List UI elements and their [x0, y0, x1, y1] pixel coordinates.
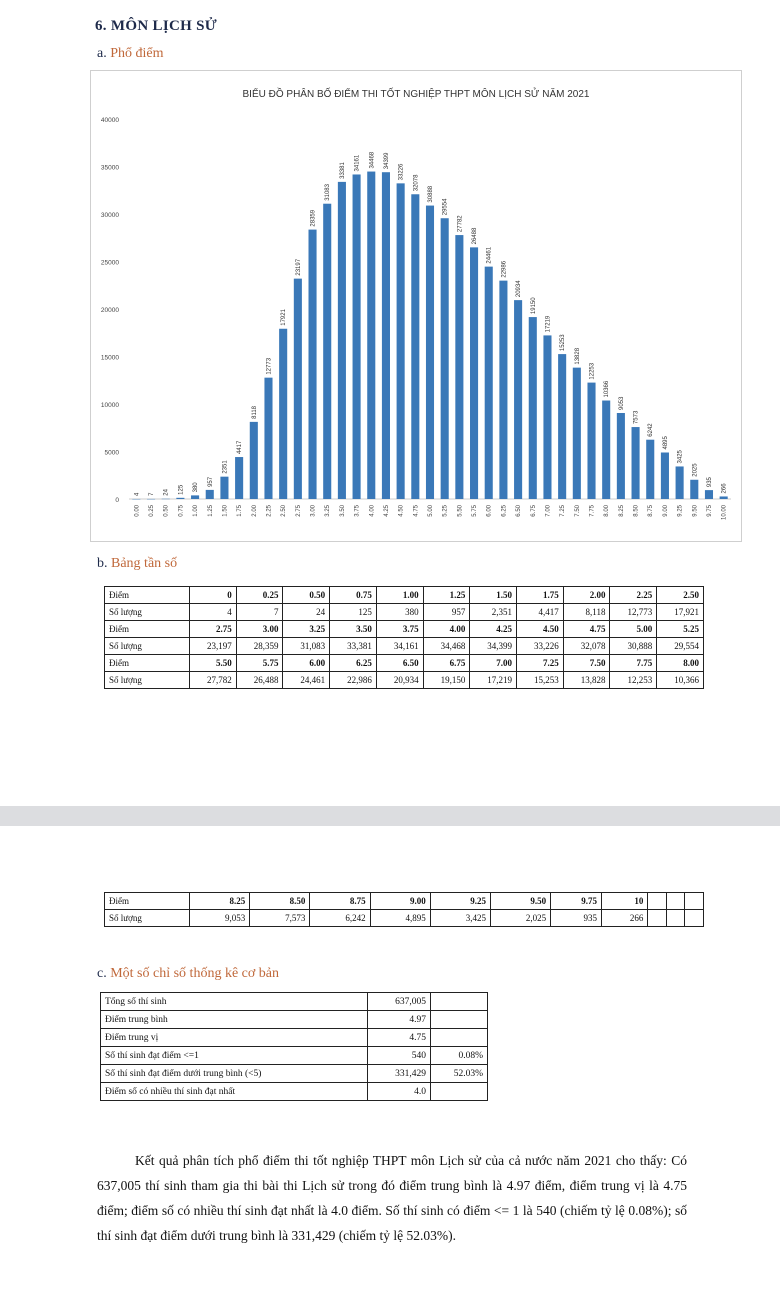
table-cell-point: 7.00	[470, 655, 517, 672]
row-label: Số lượng	[105, 910, 190, 927]
table-cell-count: 15,253	[517, 672, 564, 689]
data-label: 29554	[442, 198, 449, 216]
table-cell-point: 1.25	[423, 587, 470, 604]
row-label: Điểm	[105, 893, 190, 910]
table-row-counts	[105, 638, 704, 655]
bar-3.50	[338, 182, 346, 499]
table-cell-count: 12,253	[610, 672, 657, 689]
table-cell-point	[666, 893, 685, 910]
table-row-points	[105, 893, 704, 910]
data-label: 32078	[413, 174, 420, 192]
data-label: 3425	[677, 450, 684, 464]
x-tick-label: 3.25	[325, 505, 332, 517]
table-cell-count: 9,053	[190, 910, 250, 927]
stat-name: Tổng số thí sinh	[101, 993, 368, 1011]
data-label: 33381	[339, 162, 346, 179]
x-tick-label: 0.75	[178, 505, 185, 517]
y-tick-label: 25000	[100, 259, 119, 267]
table-cell-point: 5.25	[657, 621, 704, 638]
x-tick-label: 5.75	[472, 505, 479, 517]
table-cell-point: 1.50	[470, 587, 517, 604]
x-tick-label: 7.75	[589, 505, 596, 517]
table-cell-count: 380	[376, 604, 423, 621]
stat-value: 4.75	[368, 1029, 431, 1047]
table-cell-count: 28,359	[236, 638, 283, 655]
table-cell-point: 9.00	[370, 893, 430, 910]
table-row	[101, 993, 488, 1011]
table-cell-point: 9.75	[551, 893, 602, 910]
table-cell-count	[685, 910, 704, 927]
x-tick-label: 7.50	[574, 505, 581, 517]
x-tick-label: 5.50	[457, 505, 464, 517]
bar-5.25	[441, 218, 449, 499]
table-cell-point: 5.00	[610, 621, 657, 638]
data-label: 12773	[266, 357, 273, 375]
y-tick-label: 10000	[100, 402, 119, 409]
table-cell-point: 6.00	[283, 655, 330, 672]
x-tick-label: 9.75	[706, 505, 713, 517]
table-cell-point: 1.75	[517, 587, 564, 604]
bar-3.25	[323, 204, 331, 499]
data-label: 2351	[222, 460, 229, 474]
x-tick-label: 2.25	[266, 505, 273, 517]
table-cell-count: 17,921	[657, 604, 704, 621]
table-cell-point: 2.50	[657, 587, 704, 604]
bar-3.75	[353, 174, 361, 499]
x-tick-label: 8.25	[618, 505, 625, 517]
data-label: 266	[721, 483, 728, 494]
data-label: 2025	[692, 463, 699, 477]
data-label: 30888	[428, 185, 434, 203]
x-tick-label: 5.25	[442, 505, 449, 517]
table-cell-count: 266	[602, 910, 648, 927]
table-cell-count	[648, 910, 667, 927]
table-cell-point: 7.25	[517, 655, 564, 672]
summary-text: Kết quả phân tích phổ điểm thi tốt nghiệp THPT môn Lịch sử của cả nước năm 2021 cho thấy: Có 637,005 thí sinh tham gia thi bài thi Lịch sử trong đó điểm trung bình là 4.97 điểm, điểm trung vị là 4.75 điểm; điểm số có nhiều thí sinh đạt nhất là 4.0 điểm. Số thí sinh có điểm <= 1 là 540 (chiếm tỷ lệ 0.08%); số thí sinh đạt điểm dưới trung bình là 331,429 (chiếm tỷ lệ 52.03%).	[97, 1153, 687, 1243]
table-cell-count: 33,381	[330, 638, 377, 655]
table-row-points	[105, 655, 704, 672]
bar-4.00	[367, 172, 375, 499]
x-tick-label: 1.25	[207, 505, 214, 517]
table-row	[101, 1047, 488, 1065]
bar-0.75	[176, 498, 184, 499]
stat-name: Điểm trung bình	[101, 1011, 368, 1029]
bar-1.75	[235, 457, 243, 499]
data-label: 22986	[501, 260, 508, 278]
y-tick-label: 5000	[104, 449, 119, 457]
y-tick-label: 30000	[100, 212, 119, 219]
data-label: 8118	[251, 405, 258, 419]
part-c-title: Một số chỉ số thống kê cơ bản	[110, 966, 279, 981]
table-cell-count: 32,078	[563, 638, 610, 655]
table-cell-point: 6.50	[376, 655, 423, 672]
part-a-label: a.	[97, 46, 107, 61]
part-b-title: Bảng tần số	[111, 556, 178, 571]
table-cell-count: 34,399	[470, 638, 517, 655]
data-label: 4417	[237, 440, 244, 455]
table-cell-point: 4.00	[423, 621, 470, 638]
x-tick-label: 6.75	[530, 505, 537, 517]
row-label: Số lượng	[105, 604, 190, 621]
table-cell-count: 20,934	[376, 672, 423, 689]
data-label: 27782	[457, 215, 464, 233]
x-tick-label: 4.75	[413, 505, 420, 517]
table-cell-point: 8.25	[190, 893, 250, 910]
bar-3.00	[308, 230, 316, 499]
table-cell-point: 3.75	[376, 621, 423, 638]
summary-paragraph	[97, 1148, 687, 1248]
x-tick-label: 10.00	[721, 505, 728, 521]
x-tick-label: 6.25	[501, 505, 508, 517]
x-tick-label: 4.25	[383, 505, 390, 517]
table-cell-count: 3,425	[430, 910, 490, 927]
bar-8.00	[602, 401, 610, 499]
table-cell-count: 31,083	[283, 638, 330, 655]
statistics-table	[100, 992, 488, 1101]
bar-9.75	[705, 490, 713, 499]
document-page-2	[0, 826, 780, 1291]
data-label: 13828	[574, 347, 581, 365]
bar-1.50	[220, 477, 228, 499]
x-tick-label: 7.00	[545, 505, 552, 517]
x-tick-label: 3.00	[310, 505, 317, 517]
table-row-points	[105, 621, 704, 638]
bar-4.25	[382, 172, 390, 499]
table-cell-count: 22,986	[330, 672, 377, 689]
bar-2.50	[279, 329, 287, 499]
data-label: 4895	[662, 436, 669, 450]
bar-6.00	[485, 267, 493, 499]
table-cell-point: 2.00	[563, 587, 610, 604]
data-label: 957	[207, 476, 214, 487]
table-cell-count: 34,468	[423, 638, 470, 655]
table-cell-point	[648, 893, 667, 910]
bar-7.50	[573, 368, 581, 499]
data-label: 10366	[604, 380, 611, 398]
bar-4.50	[397, 183, 405, 499]
bar-9.00	[661, 452, 669, 499]
table-cell-count: 10,366	[657, 672, 704, 689]
data-label: 9053	[618, 396, 625, 410]
table-cell-count: 4,417	[517, 604, 564, 621]
table-row-points	[105, 587, 704, 604]
table-cell-point: 0	[190, 587, 237, 604]
table-cell-point: 4.25	[470, 621, 517, 638]
table-cell-count: 30,888	[610, 638, 657, 655]
x-tick-label: 7.25	[560, 505, 567, 517]
bar-7.75	[587, 383, 595, 499]
stat-percent	[431, 1083, 488, 1101]
stat-percent: 0.08%	[431, 1047, 488, 1065]
stat-name: Điểm số có nhiều thí sinh đạt nhất	[101, 1083, 368, 1101]
chart-title: BIỂU ĐỒ PHÂN BỐ ĐIỂM THI TỐT NGHIỆP THPT MÔN LỊCH SỬ NĂM 2021	[242, 89, 590, 100]
row-label: Điểm	[105, 621, 190, 638]
table-cell-point: 0.50	[283, 587, 330, 604]
table-row	[101, 1029, 488, 1047]
data-label: 23197	[295, 258, 302, 276]
table-cell-count: 125	[330, 604, 377, 621]
table-cell-point: 8.75	[310, 893, 370, 910]
y-tick-label: 35000	[100, 164, 119, 172]
table-cell-count: 7	[236, 604, 283, 621]
data-label: 33226	[398, 163, 405, 181]
table-cell-point: 6.25	[330, 655, 377, 672]
page-gap	[0, 806, 780, 826]
table-cell-count: 29,554	[657, 638, 704, 655]
stat-name: Điểm trung vị	[101, 1029, 368, 1047]
table-cell-point: 2.25	[610, 587, 657, 604]
x-tick-label: 4.50	[398, 505, 405, 517]
table-cell-count: 6,242	[310, 910, 370, 927]
table-cell-count: 2,351	[470, 604, 517, 621]
table-cell-point: 1.00	[376, 587, 423, 604]
data-label: 4	[134, 492, 141, 496]
x-tick-label: 8.00	[604, 505, 611, 517]
x-tick-label: 1.00	[193, 505, 200, 517]
x-tick-label: 6.50	[516, 505, 523, 517]
bar-9.25	[676, 466, 684, 499]
frequency-table-continued	[104, 892, 704, 927]
data-label: 17921	[281, 309, 288, 326]
part-c-heading	[97, 966, 279, 982]
table-cell-count: 24	[283, 604, 330, 621]
x-tick-label: 1.50	[222, 505, 229, 517]
row-label: Số lượng	[105, 638, 190, 655]
data-label: 19150	[530, 297, 537, 315]
table-row	[101, 1083, 488, 1101]
table-row	[101, 1011, 488, 1029]
table-cell-count: 33,226	[517, 638, 564, 655]
bar-9.50	[690, 480, 698, 499]
data-label: 28359	[310, 209, 317, 227]
bar-8.25	[617, 413, 625, 499]
data-label: 24	[163, 489, 170, 496]
part-b-heading	[97, 556, 177, 572]
data-label: 7	[149, 492, 156, 496]
x-tick-label: 0.50	[163, 505, 170, 517]
bar-4.75	[411, 194, 419, 499]
bar-7.00	[543, 335, 551, 499]
bar-7.25	[558, 354, 566, 499]
x-tick-label: 9.25	[677, 505, 684, 517]
table-cell-count: 17,219	[470, 672, 517, 689]
table-cell-count: 13,828	[563, 672, 610, 689]
x-tick-label: 2.50	[281, 505, 288, 517]
data-label: 12253	[589, 362, 596, 380]
table-row-counts	[105, 672, 704, 689]
data-label: 20934	[516, 280, 523, 298]
table-cell-point: 8.50	[250, 893, 310, 910]
bar-10.00	[720, 496, 728, 499]
table-cell-point: 10	[602, 893, 648, 910]
table-cell-point: 4.75	[563, 621, 610, 638]
table-row-counts	[105, 910, 704, 927]
x-tick-label: 0.00	[134, 505, 141, 517]
part-b-label: b.	[97, 556, 108, 571]
table-cell-count: 34,161	[376, 638, 423, 655]
table-cell-point: 3.00	[236, 621, 283, 638]
data-label: 34399	[383, 152, 390, 170]
table-cell-point: 9.50	[490, 893, 550, 910]
bar-6.50	[514, 300, 522, 499]
part-a-heading	[97, 46, 164, 62]
row-label: Số lượng	[105, 672, 190, 689]
x-tick-label: 6.00	[486, 505, 493, 517]
bar-5.00	[426, 206, 434, 499]
stat-percent	[431, 993, 488, 1011]
table-cell-count: 23,197	[190, 638, 237, 655]
data-label: 34161	[354, 154, 361, 172]
table-cell-count: 19,150	[423, 672, 470, 689]
x-tick-label: 8.50	[633, 505, 640, 517]
frequency-table	[104, 586, 704, 689]
data-label: 7573	[633, 410, 640, 425]
bar-8.75	[646, 440, 654, 499]
chart-plot	[91, 71, 741, 541]
table-cell-count: 7,573	[250, 910, 310, 927]
table-cell-point: 9.25	[430, 893, 490, 910]
stat-name: Số thí sinh đạt điểm dưới trung bình (<5)	[101, 1065, 368, 1083]
bar-1.00	[191, 495, 199, 499]
table-cell-point: 0.75	[330, 587, 377, 604]
x-tick-label: 3.75	[354, 505, 361, 517]
data-label: 15253	[560, 334, 567, 352]
bar-6.25	[499, 281, 507, 499]
table-cell-count: 4,895	[370, 910, 430, 927]
stat-value: 637,005	[368, 993, 431, 1011]
table-cell-count: 12,773	[610, 604, 657, 621]
score-distribution-chart	[90, 70, 742, 542]
y-tick-label: 20000	[100, 307, 119, 314]
stat-percent	[431, 1029, 488, 1047]
row-label: Điểm	[105, 655, 190, 672]
table-cell-count: 957	[423, 604, 470, 621]
bar-2.25	[264, 378, 272, 499]
bar-8.50	[632, 427, 640, 499]
x-tick-label: 9.50	[692, 505, 699, 517]
table-cell-count	[666, 910, 685, 927]
data-label: 17219	[545, 315, 552, 333]
table-cell-count: 27,782	[190, 672, 237, 689]
table-cell-point: 4.50	[517, 621, 564, 638]
table-cell-count: 8,118	[563, 604, 610, 621]
x-tick-label: 1.75	[237, 505, 244, 517]
x-tick-label: 3.50	[339, 505, 346, 517]
table-cell-count: 4	[190, 604, 237, 621]
bar-1.25	[206, 490, 214, 499]
bar-2.00	[250, 422, 258, 499]
x-tick-label: 0.25	[149, 505, 156, 517]
row-label: Điểm	[105, 587, 190, 604]
table-cell-point: 8.00	[657, 655, 704, 672]
table-cell-point: 3.25	[283, 621, 330, 638]
bar-5.75	[470, 247, 478, 499]
x-tick-label: 5.00	[428, 505, 434, 517]
table-cell-point: 7.75	[610, 655, 657, 672]
x-tick-label: 4.00	[369, 505, 376, 517]
table-cell-point: 0.25	[236, 587, 283, 604]
y-tick-label: 40000	[100, 117, 119, 124]
table-cell-point: 3.50	[330, 621, 377, 638]
x-tick-label: 9.00	[662, 505, 669, 517]
table-cell-count: 26,488	[236, 672, 283, 689]
stat-value: 4.97	[368, 1011, 431, 1029]
table-cell-point: 7.50	[563, 655, 610, 672]
data-label: 6242	[648, 423, 655, 437]
x-tick-label: 2.75	[295, 505, 302, 517]
data-label: 26488	[472, 227, 479, 245]
stat-value: 331,429	[368, 1065, 431, 1083]
table-row-counts	[105, 604, 704, 621]
data-label: 935	[706, 477, 713, 488]
table-cell-count: 24,461	[283, 672, 330, 689]
x-tick-label: 8.75	[648, 505, 655, 517]
data-label: 24461	[486, 246, 493, 264]
stat-value: 540	[368, 1047, 431, 1065]
stat-percent	[431, 1011, 488, 1029]
section-title: 6. MÔN LỊCH SỬ	[95, 18, 217, 34]
data-label: 125	[178, 484, 185, 495]
data-label: 380	[193, 482, 200, 493]
y-tick-label: 15000	[100, 354, 119, 362]
table-cell-point: 5.50	[190, 655, 237, 672]
part-a-title: Phổ điểm	[110, 46, 164, 61]
table-cell-point: 5.75	[236, 655, 283, 672]
bar-5.50	[455, 235, 463, 499]
stat-name: Số thí sinh đạt điểm <=1	[101, 1047, 368, 1065]
table-cell-count: 2,025	[490, 910, 550, 927]
bar-6.75	[529, 317, 537, 499]
stat-percent: 52.03%	[431, 1065, 488, 1083]
part-c-label: c.	[97, 966, 107, 981]
table-cell-point	[685, 893, 704, 910]
x-tick-label: 2.00	[251, 505, 258, 517]
table-row	[101, 1065, 488, 1083]
data-label: 31083	[325, 184, 332, 201]
data-label: 34468	[369, 151, 376, 169]
y-tick-label: 0	[115, 497, 119, 504]
stat-value: 4.0	[368, 1083, 431, 1101]
table-cell-point: 2.75	[190, 621, 237, 638]
bar-2.75	[294, 279, 302, 499]
table-cell-point: 6.75	[423, 655, 470, 672]
table-cell-count: 935	[551, 910, 602, 927]
